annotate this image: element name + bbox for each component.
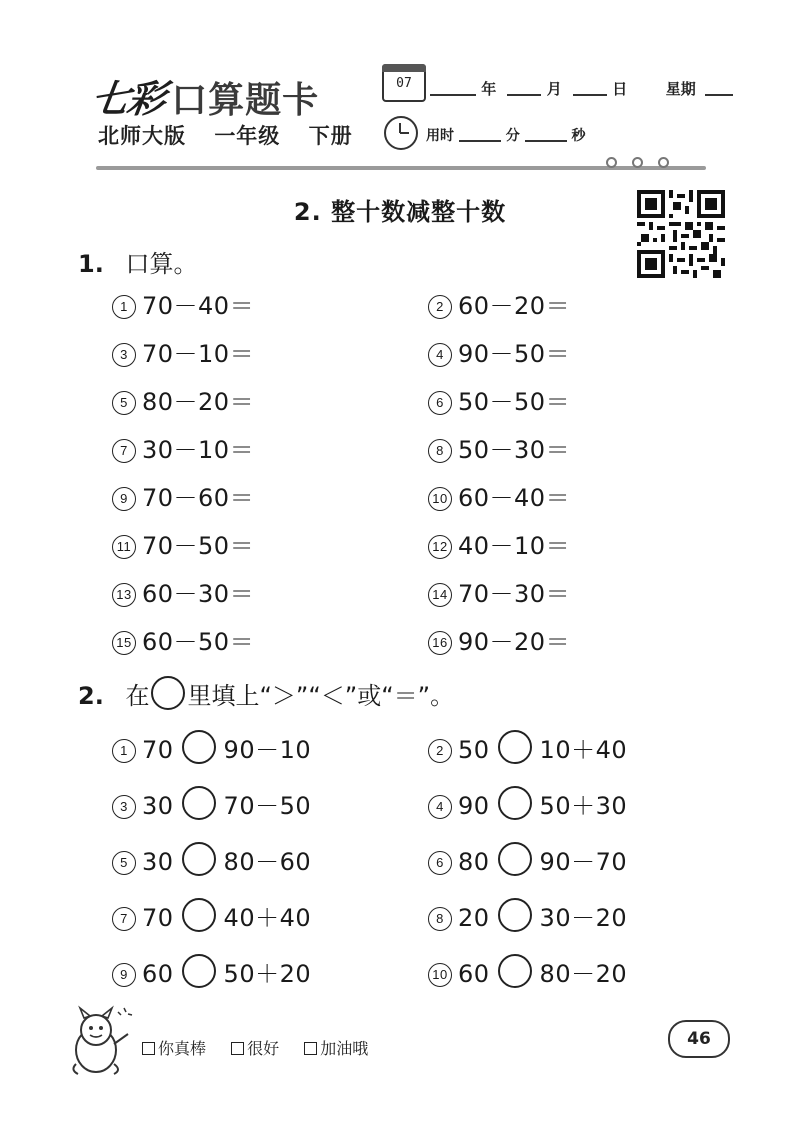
item-number-badge: 3: [112, 795, 136, 819]
expression: 70－40＝: [142, 292, 255, 320]
left-value: 70: [142, 904, 174, 932]
item-number-badge: 2: [428, 739, 452, 763]
minutes-label: 分: [505, 128, 520, 144]
date-fields: [430, 78, 733, 99]
weekday-label: 星期: [665, 80, 696, 98]
answer-circle[interactable]: [498, 730, 532, 764]
right-expression: 10＋40: [539, 736, 628, 764]
item-number-badge: 15: [112, 631, 136, 655]
item-number-badge: 9: [112, 963, 136, 987]
ring-binder-icon: [632, 157, 643, 168]
expression: 70－30＝: [458, 580, 571, 608]
expression: 70－60＝: [142, 484, 255, 512]
rating-label: 加油哦: [320, 1039, 369, 1058]
answer-circle[interactable]: [498, 898, 532, 932]
answer-circle[interactable]: [498, 842, 532, 876]
arithmetic-item: [112, 382, 254, 417]
arithmetic-item: [112, 478, 254, 513]
comparison-item: [428, 730, 627, 765]
right-expression: 50＋30: [539, 792, 628, 820]
ring-binder-icon: [606, 157, 617, 168]
edition: 北师大版: [98, 124, 186, 148]
lesson-title: 2. 整十数减整十数: [293, 198, 507, 226]
right-expression: 50＋20: [223, 960, 312, 988]
brand-logo: [88, 68, 320, 121]
left-value: 30: [142, 848, 174, 876]
expression: 70－10＝: [142, 340, 255, 368]
expression: 60－30＝: [142, 580, 255, 608]
mascot-illustration: [66, 1004, 136, 1076]
rating-option[interactable]: [142, 1036, 206, 1059]
right-expression: 40＋40: [223, 904, 312, 932]
edition-line: [98, 120, 373, 150]
time-label: 用时: [426, 128, 454, 144]
arithmetic-item: [428, 286, 570, 321]
page-number: 46: [668, 1020, 730, 1058]
expression: 60－40＝: [458, 484, 571, 512]
arithmetic-item: [428, 334, 570, 369]
section2-title-after: 里填上“＞”“＜”或“＝”。: [187, 682, 455, 710]
answer-circle[interactable]: [182, 786, 216, 820]
day-blank: [573, 80, 607, 96]
day-label: 日: [612, 80, 628, 98]
answer-circle[interactable]: [498, 954, 532, 988]
left-value: 70: [142, 736, 174, 764]
answer-circle[interactable]: [182, 954, 216, 988]
item-number-badge: 4: [428, 343, 452, 367]
item-number-badge: 6: [428, 851, 452, 875]
ring-binder-icon: [658, 157, 669, 168]
answer-circle[interactable]: [182, 898, 216, 932]
item-number-badge: 16: [428, 631, 452, 655]
grade: 一年级: [214, 124, 281, 148]
calendar-icon: [382, 64, 426, 102]
item-number-badge: 1: [112, 295, 136, 319]
expression: 50－50＝: [458, 388, 571, 416]
arithmetic-item: [428, 478, 570, 513]
expression: 70－50＝: [142, 532, 255, 560]
month-label: 月: [546, 80, 562, 98]
rating-label: 很好: [247, 1039, 280, 1058]
item-number-badge: 7: [112, 439, 136, 463]
section2-number: 2.: [78, 682, 104, 710]
left-value: 90: [458, 792, 490, 820]
item-number-badge: 6: [428, 391, 452, 415]
item-number-badge: 12: [428, 535, 452, 559]
item-number-badge: 9: [112, 487, 136, 511]
expression: 60－20＝: [458, 292, 571, 320]
seconds-blank: [525, 126, 567, 142]
item-number-badge: 5: [112, 851, 136, 875]
brand-title: 口算题卡: [171, 80, 320, 121]
qr-code-icon: [637, 190, 725, 278]
right-expression: 70－50: [223, 792, 312, 820]
rating-option[interactable]: [304, 1036, 368, 1059]
comparison-item: [112, 842, 311, 877]
right-expression: 30－20: [539, 904, 628, 932]
comparison-item: [428, 842, 627, 877]
section1-heading: [78, 244, 197, 279]
item-number-badge: 13: [112, 583, 136, 607]
year-label: 年: [481, 80, 497, 98]
item-number-badge: 14: [428, 583, 452, 607]
arithmetic-item: [428, 526, 570, 561]
section2-heading: [78, 676, 454, 711]
circle-symbol: [151, 676, 185, 710]
left-value: 20: [458, 904, 490, 932]
left-value: 80: [458, 848, 490, 876]
item-number-badge: 8: [428, 907, 452, 931]
checkbox-icon[interactable]: [231, 1042, 244, 1055]
arithmetic-item: [112, 334, 254, 369]
arithmetic-item: [112, 574, 254, 609]
item-number-badge: 7: [112, 907, 136, 931]
item-number-badge: 11: [112, 535, 136, 559]
comparison-item: [112, 730, 311, 765]
expression: 30－10＝: [142, 436, 255, 464]
arithmetic-item: [112, 286, 254, 321]
answer-circle[interactable]: [498, 786, 532, 820]
expression: 90－50＝: [458, 340, 571, 368]
volume: 下册: [308, 124, 353, 148]
expression: 50－30＝: [458, 436, 571, 464]
comparison-item: [112, 786, 311, 821]
answer-circle[interactable]: [182, 730, 216, 764]
section2-title-before: 在: [125, 682, 150, 710]
brand-script: 七彩: [88, 76, 167, 121]
item-number-badge: 5: [112, 391, 136, 415]
time-fields: [426, 125, 586, 145]
clock-icon: [384, 116, 418, 150]
weekday-blank: [705, 80, 733, 96]
item-number-badge: 1: [112, 739, 136, 763]
item-number-badge: 3: [112, 343, 136, 367]
arithmetic-item: [112, 430, 254, 465]
right-expression: 90－10: [223, 736, 312, 764]
item-number-badge: 2: [428, 295, 452, 319]
item-number-badge: 4: [428, 795, 452, 819]
arithmetic-item: [428, 430, 570, 465]
year-blank: [430, 80, 476, 96]
left-value: 50: [458, 736, 490, 764]
expression: 80－20＝: [142, 388, 255, 416]
item-number-badge: 10: [428, 487, 452, 511]
comparison-item: [428, 898, 627, 933]
expression: 40－10＝: [458, 532, 571, 560]
comparison-item: [112, 898, 311, 933]
left-value: 30: [142, 792, 174, 820]
comparison-item: [112, 954, 311, 989]
seconds-label: 秒: [571, 128, 586, 144]
minutes-blank: [459, 126, 501, 142]
right-expression: 80－60: [223, 848, 312, 876]
left-value: 60: [458, 960, 490, 988]
arithmetic-item: [428, 574, 570, 609]
item-number-badge: 8: [428, 439, 452, 463]
self-rating: [142, 1036, 388, 1059]
arithmetic-item: [428, 382, 570, 417]
rating-option[interactable]: [231, 1036, 279, 1059]
section1-title: 口算。: [125, 250, 198, 278]
expression: 60－50＝: [142, 628, 255, 656]
comparison-item: [428, 954, 627, 989]
checkbox-icon[interactable]: [142, 1042, 155, 1055]
right-expression: 80－20: [539, 960, 628, 988]
arithmetic-item: [428, 622, 570, 657]
checkbox-icon[interactable]: [304, 1042, 317, 1055]
left-value: 60: [142, 960, 174, 988]
item-number-badge: 10: [428, 963, 452, 987]
right-expression: 90－70: [539, 848, 628, 876]
arithmetic-item: [112, 622, 254, 657]
month-blank: [507, 80, 541, 96]
arithmetic-item: [112, 526, 254, 561]
section1-number: 1.: [78, 250, 104, 278]
answer-circle[interactable]: [182, 842, 216, 876]
comparison-item: [428, 786, 627, 821]
expression: 90－20＝: [458, 628, 571, 656]
calendar-number: 07: [396, 76, 412, 91]
rating-label: 你真棒: [158, 1039, 207, 1058]
